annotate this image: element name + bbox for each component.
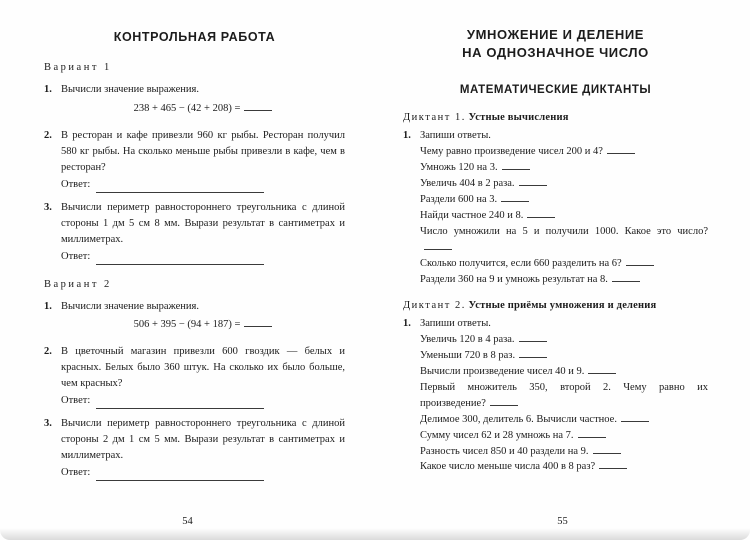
answer-blank <box>612 273 640 282</box>
question-line <box>420 224 708 256</box>
question-line <box>420 412 708 428</box>
question-line <box>420 364 708 380</box>
answer-blank <box>578 429 606 438</box>
question-line <box>420 444 708 460</box>
question-line <box>420 380 708 412</box>
task-number: 1. <box>403 317 411 329</box>
dictant-instruction: Запиши ответы. <box>420 130 491 142</box>
task-text: Вычисли значение выражения. <box>61 300 199 312</box>
question-text: Уменьши 720 в 8 раз. <box>420 349 516 361</box>
task-body <box>61 200 345 265</box>
question-text: Первый множитель 350, второй 2. Чему равно их произведение? <box>420 381 708 409</box>
answer-label: Ответ: <box>61 178 91 190</box>
answer-label: Ответ: <box>61 467 91 479</box>
answer-row <box>61 465 345 481</box>
dictant-name: Устные вычисления <box>468 112 569 124</box>
task-number: 3. <box>44 201 52 213</box>
answer-line <box>96 400 264 409</box>
answer-line <box>96 255 264 264</box>
answer-line <box>96 472 264 481</box>
question-text: Разность чисел 850 и 40 раздели на 9. <box>420 445 589 457</box>
answer-blank <box>527 209 555 218</box>
right-page-title <box>403 26 708 62</box>
question-line <box>420 332 708 348</box>
question-text: Делимое 300, делитель 6. Вычисли частное. <box>420 413 617 425</box>
task-item <box>44 299 345 338</box>
formula-line <box>61 101 345 117</box>
answer-blank <box>424 241 452 250</box>
task-number: 3. <box>44 418 52 430</box>
question-line <box>420 160 708 176</box>
question-text: Раздели 600 на 3. <box>420 194 498 206</box>
answer-label: Ответ: <box>61 395 91 407</box>
answer-row <box>61 393 345 409</box>
task-item <box>44 82 345 121</box>
answer-label: Ответ: <box>61 250 91 262</box>
question-line <box>420 192 708 208</box>
question-line <box>420 208 708 224</box>
task-body <box>61 82 345 121</box>
right-title-line1: УМНОЖЕНИЕ И ДЕЛЕНИЕ <box>466 27 645 42</box>
task-number: 1. <box>44 84 52 95</box>
question-text: Чему равно произведение чисел 200 и 4? <box>420 146 603 158</box>
answer-blank <box>593 445 621 454</box>
question-line <box>420 176 708 192</box>
question-line <box>420 144 708 160</box>
question-text: Сумму чисел 62 и 28 умножь на 7. <box>420 429 574 441</box>
dictant-1-heading <box>403 112 708 123</box>
task-number: 2. <box>44 129 52 141</box>
page-number-left: 54 <box>182 516 193 527</box>
question-text: Увеличь 404 в 2 раза. <box>420 178 515 190</box>
answer-blank <box>244 319 272 328</box>
answer-blank <box>607 145 635 154</box>
answer-blank <box>621 413 649 422</box>
right-page-subtitle: МАТЕМАТИЧЕСКИЕ ДИКТАНТЫ <box>459 84 652 97</box>
formula-line <box>61 317 345 333</box>
answer-row <box>61 177 345 193</box>
answer-blank <box>519 177 547 186</box>
task-item <box>44 128 345 193</box>
task-body <box>61 416 345 481</box>
formula-text: 506 + 395 − (94 + 187) = <box>133 319 241 331</box>
task-text: В цветочный магазин привезли 600 гвоздик — белых и красных. Белых было 360 штук. На сколько их было больше, чем красных? <box>61 346 345 390</box>
answer-blank <box>244 102 272 111</box>
variant-2-heading: Вариант 2 <box>44 278 112 290</box>
task-body <box>61 299 345 338</box>
question-line <box>420 256 708 272</box>
dictant-2-heading <box>403 300 708 311</box>
dictant-body <box>420 316 708 476</box>
task-body <box>61 344 345 409</box>
task-text: Вычисли периметр равностороннего треугольника с длиной стороны 2 дм 1 см 5 мм. Вырази результат в сантиметрах и миллиметрах. <box>61 418 345 462</box>
answer-blank <box>626 257 654 266</box>
task-item <box>44 200 345 265</box>
task-body <box>61 128 345 193</box>
formula-text: 238 + 465 − (42 + 208) = <box>133 102 241 114</box>
answer-blank <box>519 349 547 358</box>
task-number: 1. <box>44 300 52 312</box>
dictant-name: Устные приёмы умножения и деления <box>468 299 657 311</box>
question-text: Увеличь 120 в 4 раза. <box>420 333 515 345</box>
right-title-line2: НА ОДНОЗНАЧНОЕ ЧИСЛО <box>462 45 649 61</box>
question-text: Найди частное 240 и 8. <box>420 210 524 222</box>
question-text: Раздели 360 на 9 и умножь результат на 8. <box>420 273 608 285</box>
dictant-label: Диктант 2. <box>403 299 466 311</box>
dictant-item <box>403 128 708 288</box>
dictant-instruction: Запиши ответы. <box>420 317 491 329</box>
dictant-label: Диктант 1. <box>403 112 466 124</box>
question-text: Какое число меньше числа 400 в 8 раз? <box>420 461 596 473</box>
answer-line <box>96 183 264 192</box>
task-item <box>44 344 345 409</box>
question-text: Умножь 120 на 3. <box>420 162 498 174</box>
answer-blank <box>588 365 616 374</box>
question-text: Сколько получится, если 660 разделить на 6? <box>420 258 622 269</box>
answer-blank <box>519 333 547 342</box>
dictant-item <box>403 316 708 476</box>
page-number-right: 55 <box>557 516 568 527</box>
question-text: Число умножили на 5 и получили 1000. Какое это число? <box>420 226 708 238</box>
task-number: 2. <box>44 346 52 358</box>
answer-blank <box>502 161 530 170</box>
variant-1-heading: Вариант 1 <box>44 62 112 73</box>
left-page-title: КОНТРОЛЬНАЯ РАБОТА <box>113 30 276 44</box>
dictant-body <box>420 128 708 288</box>
question-line <box>420 459 708 475</box>
task-text: Вычисли значение выражения. <box>61 84 199 95</box>
answer-blank <box>501 193 529 202</box>
page-right <box>375 0 750 540</box>
question-line <box>420 428 708 444</box>
question-line <box>420 272 708 288</box>
question-text: Вычисли произведение чисел 40 и 9. <box>420 365 585 377</box>
question-line <box>420 348 708 364</box>
answer-row <box>61 249 345 265</box>
answer-blank <box>599 461 627 470</box>
task-number: 1. <box>403 130 411 142</box>
task-text: Вычисли периметр равностороннего треугольника с длиной стороны 1 дм 5 см 8 мм. Вырази результат в сантиметрах и миллиметрах. <box>61 201 345 245</box>
task-item <box>44 416 345 481</box>
answer-blank <box>490 397 518 406</box>
task-text: В ресторан и кафе привезли 960 кг рыбы. Ресторан получил 580 кг рыбы. На сколько меньше рыбы привезли в кафе, чем в ресторан? <box>61 129 345 173</box>
